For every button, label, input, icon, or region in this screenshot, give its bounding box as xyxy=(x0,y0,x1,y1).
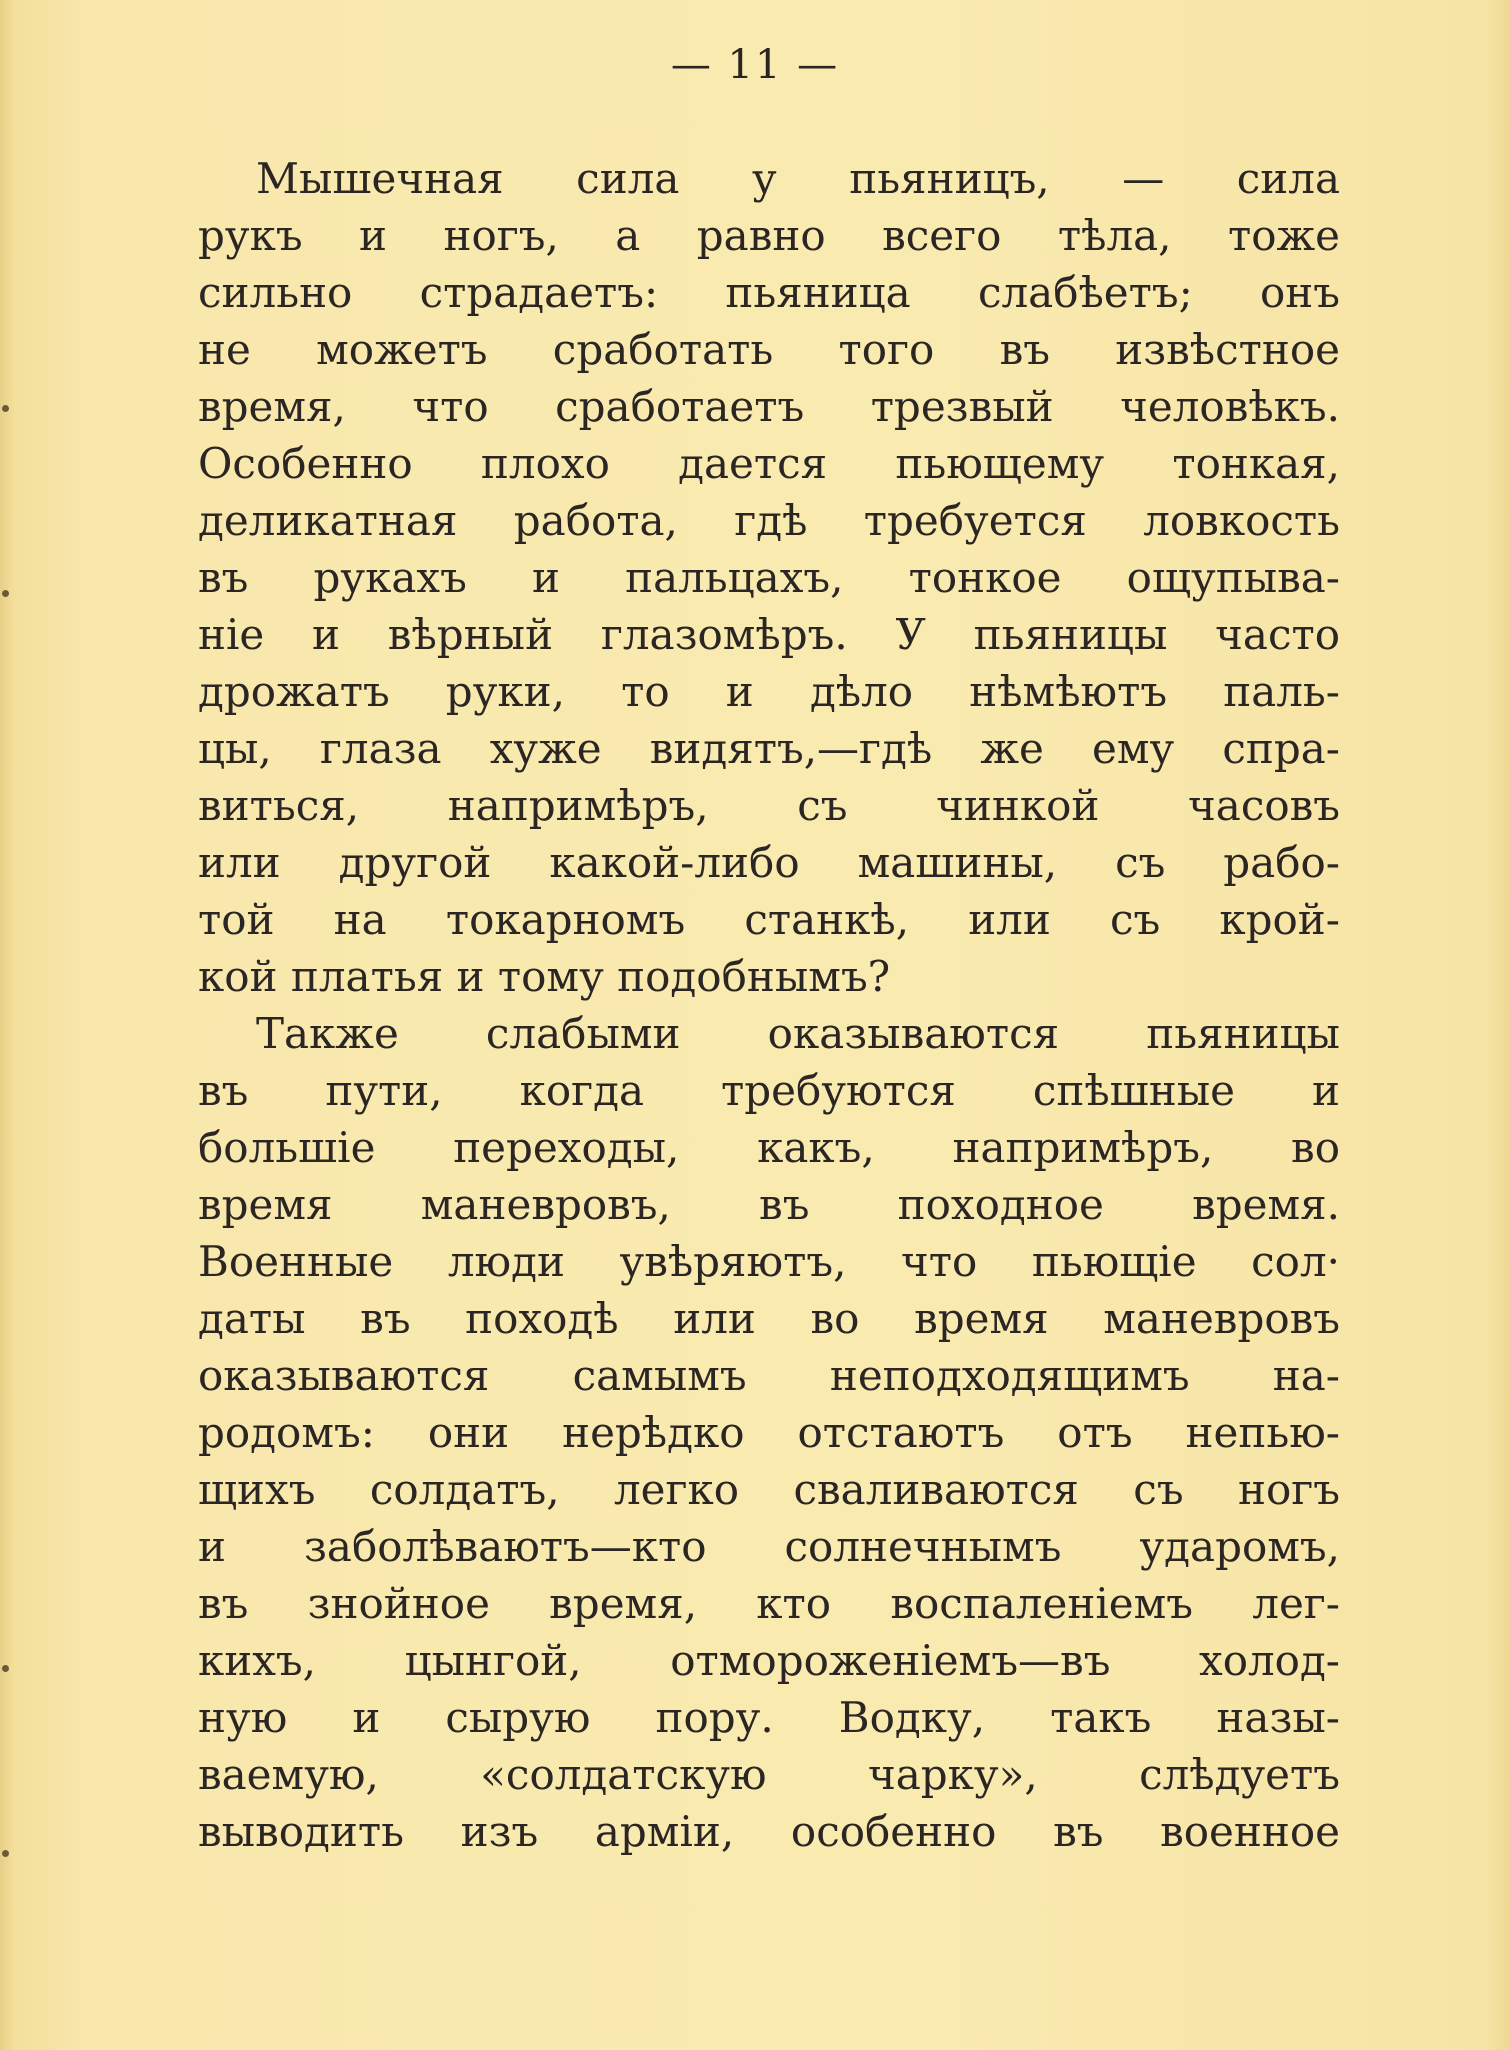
text-line: не можетъ сработать того въ извѣстное xyxy=(198,325,1340,374)
binding-mark xyxy=(2,1850,9,1857)
text-line: время, что сработаетъ трезвый человѣкъ. xyxy=(198,382,1340,431)
text-line: дрожатъ руки, то и дѣло нѣмѣютъ паль- xyxy=(198,667,1340,716)
page-right-edge xyxy=(1488,0,1510,2050)
body-text xyxy=(198,150,1340,1860)
text-line: рукъ и ногъ, а равно всего тѣла, тоже xyxy=(198,211,1340,260)
text-line: той на токарномъ станкѣ, или съ крой- xyxy=(198,895,1340,944)
text-line: въ знойное время, кто воспаленiемъ лег- xyxy=(198,1579,1340,1628)
binding-mark xyxy=(2,590,9,597)
text-line: въ рукахъ и пальцахъ, тонкое ощупыва- xyxy=(198,553,1340,602)
text-line: Военные люди увѣряютъ, что пьющiе сол· xyxy=(198,1237,1340,1286)
text-line: оказываются самымъ неподходящимъ на- xyxy=(198,1351,1340,1400)
text-line: Также слабыми оказываются пьяницы xyxy=(256,1009,1340,1058)
page-left-edge xyxy=(0,0,14,2050)
text-line: кихъ, цынгой, отмороженiемъ—въ холод- xyxy=(198,1636,1340,1685)
text-line: виться, напримѣръ, съ чинкой часовъ xyxy=(198,781,1340,830)
text-line: цы, глаза хуже видятъ,—гдѣ же ему спра- xyxy=(198,724,1340,773)
text-line: или другой какой-либо машины, съ рабо- xyxy=(198,838,1340,887)
paragraph-1 xyxy=(198,150,1340,1005)
text-line: въ пути, когда требуются спѣшные и xyxy=(198,1066,1340,1115)
text-line: ную и сырую пору. Водку, такъ назы- xyxy=(198,1693,1340,1742)
text-line: Особенно плохо дается пьющему тонкая, xyxy=(198,439,1340,488)
text-line: ваемую, «солдатскую чарку», слѣдуетъ xyxy=(198,1750,1340,1799)
paragraph-2 xyxy=(198,1005,1340,1860)
text-line: время маневровъ, въ походное время. xyxy=(198,1180,1340,1229)
page-number: — 11 — xyxy=(670,42,840,88)
text-line: сильно страдаетъ: пьяница слабѣетъ; онъ xyxy=(198,268,1340,317)
text-line: выводить изъ армiи, особенно въ военное xyxy=(198,1807,1340,1856)
text-line: кой платья и тому подобнымъ? xyxy=(198,952,891,1001)
text-line: родомъ: они нерѣдко отстаютъ отъ непью- xyxy=(198,1408,1340,1457)
text-line: Мышечная сила у пьяницъ, — сила xyxy=(256,154,1340,203)
binding-mark xyxy=(2,1665,9,1672)
text-line: щихъ солдатъ, легко сваливаются съ ногъ xyxy=(198,1465,1340,1514)
text-line: и заболѣваютъ—кто солнечнымъ ударомъ, xyxy=(198,1522,1340,1571)
binding-mark xyxy=(2,405,9,412)
text-line: нiе и вѣрный глазомѣръ. У пьяницы часто xyxy=(198,610,1340,659)
text-line: деликатная работа, гдѣ требуется ловкость xyxy=(198,496,1340,545)
text-line: даты въ походѣ или во время маневровъ xyxy=(198,1294,1340,1343)
text-line: большiе переходы, какъ, напримѣръ, во xyxy=(198,1123,1340,1172)
